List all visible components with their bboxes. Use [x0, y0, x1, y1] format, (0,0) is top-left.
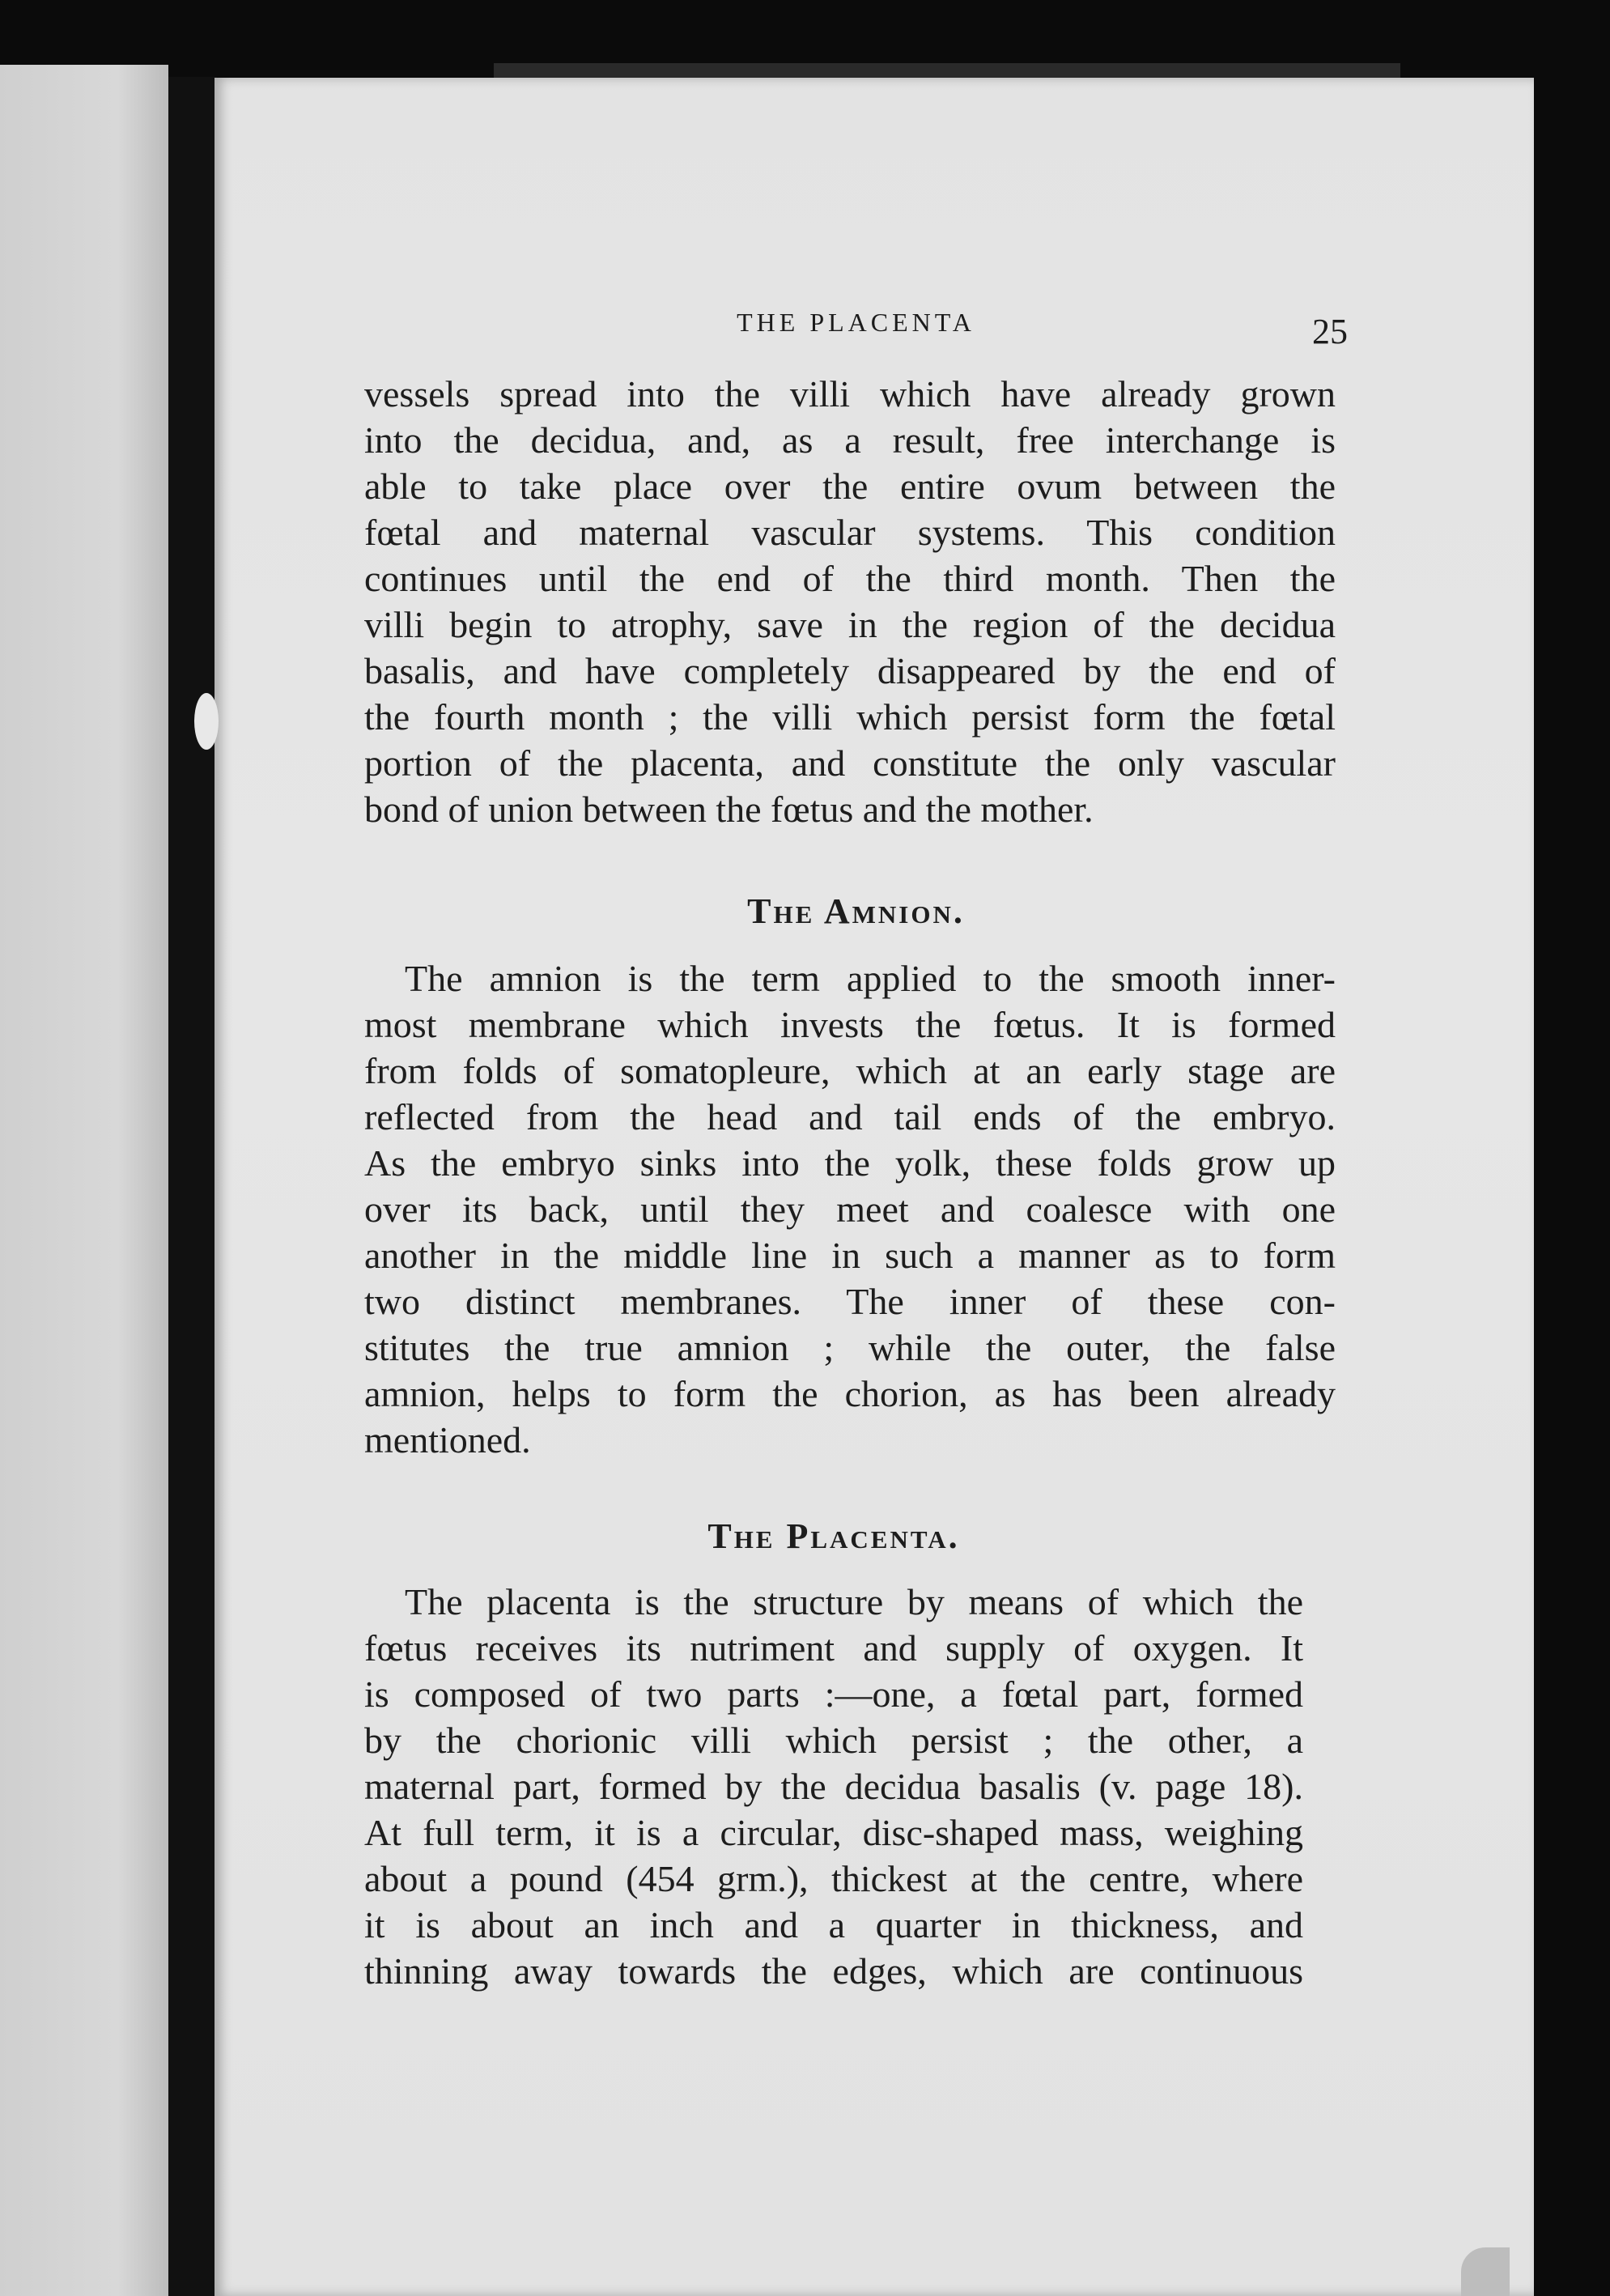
page-number: 25	[1312, 312, 1348, 351]
paragraph-amnion	[364, 955, 1336, 1463]
text-line: vessels spread into the villi which have already grown	[364, 373, 1336, 415]
text-line: by the chorionic villi which persist ; the other, a	[364, 1720, 1303, 1761]
text-line: stitutes the true amnion ; while the outer, the false	[364, 1327, 1336, 1368]
text-line: the fourth month ; the villi which persist form the fœtal	[364, 696, 1336, 738]
text-line: into the decidua, and, as a result, free interchange is	[364, 419, 1336, 461]
text-line: portion of the placenta, and constitute the only vascular	[364, 742, 1336, 784]
text-line: The placenta is the structure by means of which the	[405, 1581, 1303, 1622]
paragraph-text	[364, 955, 1336, 1463]
text-line: over its back, until they meet and coalesce with one	[364, 1188, 1336, 1230]
text-line: is composed of two parts :—one, a fœtal part, formed	[364, 1673, 1303, 1715]
paragraph-text	[364, 371, 1336, 832]
page-corner-mark	[1461, 2247, 1510, 2296]
text-line: it is about an inch and a quarter in thickness, and	[364, 1904, 1303, 1945]
text-line: two distinct membranes. The inner of these con-	[364, 1281, 1336, 1322]
text-line: fœtus receives its nutriment and supply of oxygen. It	[364, 1627, 1303, 1669]
running-head	[364, 301, 1348, 350]
book-gutter	[168, 77, 217, 2296]
facing-page-edge	[0, 65, 168, 2296]
page-edge-tear	[194, 693, 219, 750]
paragraph-text	[364, 1579, 1303, 1994]
text-line: amnion, helps to form the chorion, as has been already	[364, 1373, 1336, 1414]
text-line: reflected from the head and tail ends of the embryo.	[364, 1096, 1336, 1137]
section-heading-amnion: The Amnion.	[747, 891, 965, 931]
text-line: most membrane which invests the fœtus. It is formed	[364, 1004, 1336, 1045]
text-line: mentioned.	[364, 1419, 531, 1461]
text-line: fœtal and maternal vascular systems. This condition	[364, 512, 1336, 553]
text-line: another in the middle line in such a manner as to form	[364, 1235, 1336, 1276]
text-line: The amnion is the term applied to the smooth inner-	[405, 958, 1336, 999]
text-line: As the embryo sinks into the yolk, these folds grow up	[364, 1142, 1336, 1184]
text-line: At full term, it is a circular, disc-shaped mass, weighing	[364, 1812, 1303, 1853]
text-line: able to take place over the entire ovum between the	[364, 466, 1336, 507]
text-line: villi begin to atrophy, save in the region of the decidua	[364, 604, 1336, 645]
text-line: basalis, and have completely disappeared by the end of	[364, 650, 1336, 691]
text-line: about a pound (454 grm.), thickest at the centre, where	[364, 1858, 1303, 1899]
paragraph-placenta	[364, 1579, 1303, 1994]
text-line: thinning away towards the edges, which are continuous	[364, 1950, 1303, 1992]
text-line: from folds of somatopleure, which at an early stage are	[364, 1050, 1336, 1091]
text-line: continues until the end of the third month. Then the	[364, 558, 1336, 599]
text-line: bond of union between the fœtus and the mother.	[364, 789, 1094, 830]
section-heading-placenta: The Placenta.	[707, 1516, 960, 1556]
running-head-title: THE PLACENTA	[737, 308, 975, 337]
text-line: maternal part, formed by the decidua basalis (v. page 18).	[364, 1766, 1303, 1807]
paragraph-villi	[364, 371, 1336, 832]
